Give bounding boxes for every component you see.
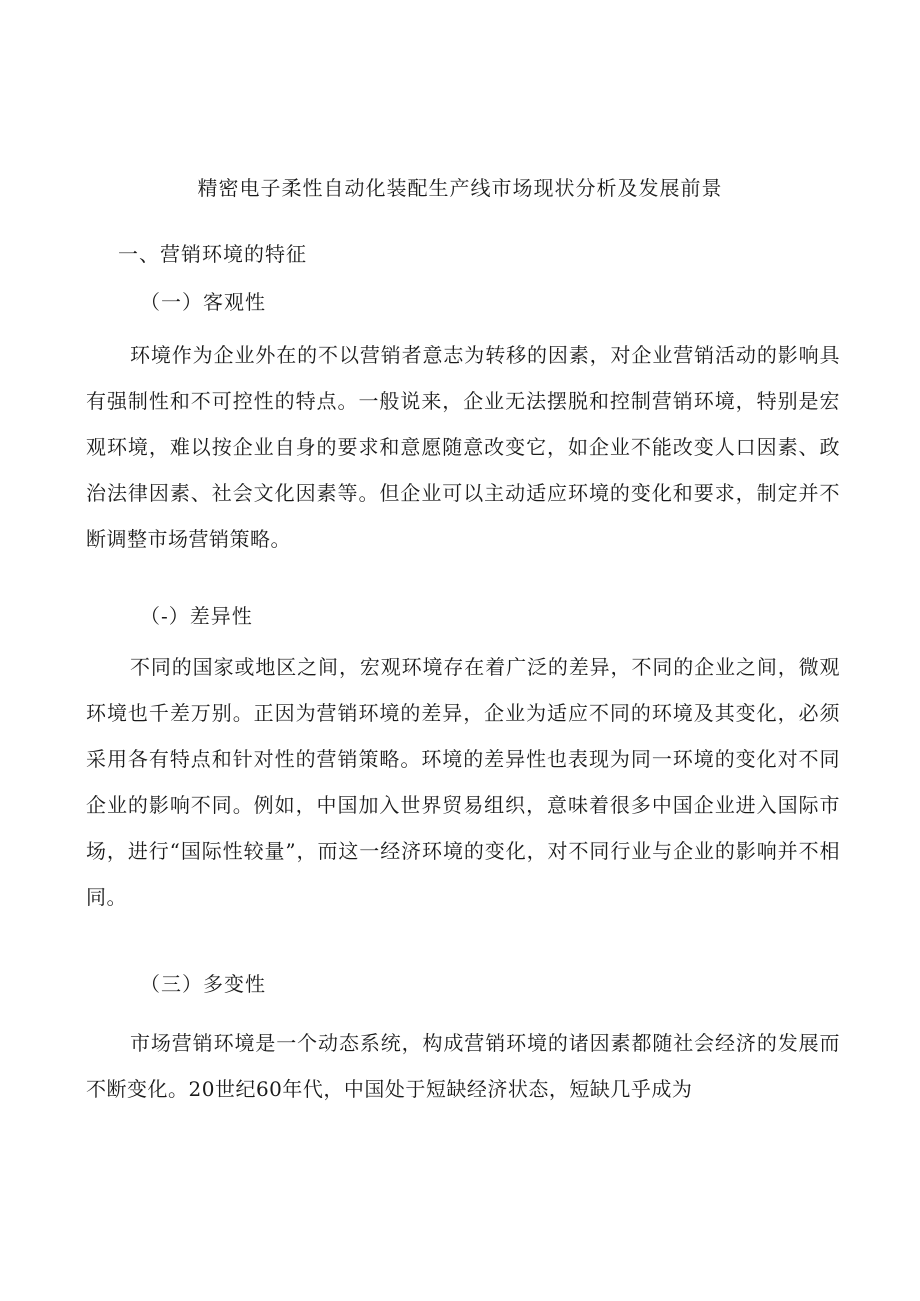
document-title: 精密电子柔性自动化装配生产线市场现状分析及发展前景 xyxy=(197,176,723,200)
subheading-objectivity: （一）客观性 xyxy=(140,290,266,314)
paragraph-difference: 不同的国家或地区之间，宏观环境存在着广泛的差异，不同的企业之间，微观环境也千差万别。正因为营销环境的差异，企业为适应不同的环境及其变化，必须采用各有特点和针对性的营销策略。环境的差异性也表现为同一环境的变化对不同企业的影响不同。例如，中国加入世界贸易组织，意味着很多中国企业进入国际市场，进行“国际性较量”，而这一经济环境的变化，对不同行业与企业的影响并不相同。 xyxy=(86,655,840,909)
subheading-difference: （-）差异性 xyxy=(140,604,253,628)
paragraph-objectivity: 环境作为企业外在的不以营销者意志为转移的因素，对企业营销活动的影响具有强制性和不可控性的特点。一般说来，企业无法摆脱和控制营销环境，特别是宏观环境，难以按企业自身的要求和意愿随意改变它，如企业不能改变人口因素、政治法律因素、社会文化因素等。但企业可以主动适应环境的变化和要求，制定并不断调整市场营销策略。 xyxy=(86,343,840,551)
paragraph-variability: 市场营销环境是一个动态系统，构成营销环境的诸因素都随社会经济的发展而不断变化。20世纪60年代，中国处于短缺经济状态，短缺几乎成为 xyxy=(86,1031,840,1101)
section-heading-marketing-environment: 一、营销环境的特征 xyxy=(118,242,307,266)
subheading-variability: （三）多变性 xyxy=(140,972,266,996)
